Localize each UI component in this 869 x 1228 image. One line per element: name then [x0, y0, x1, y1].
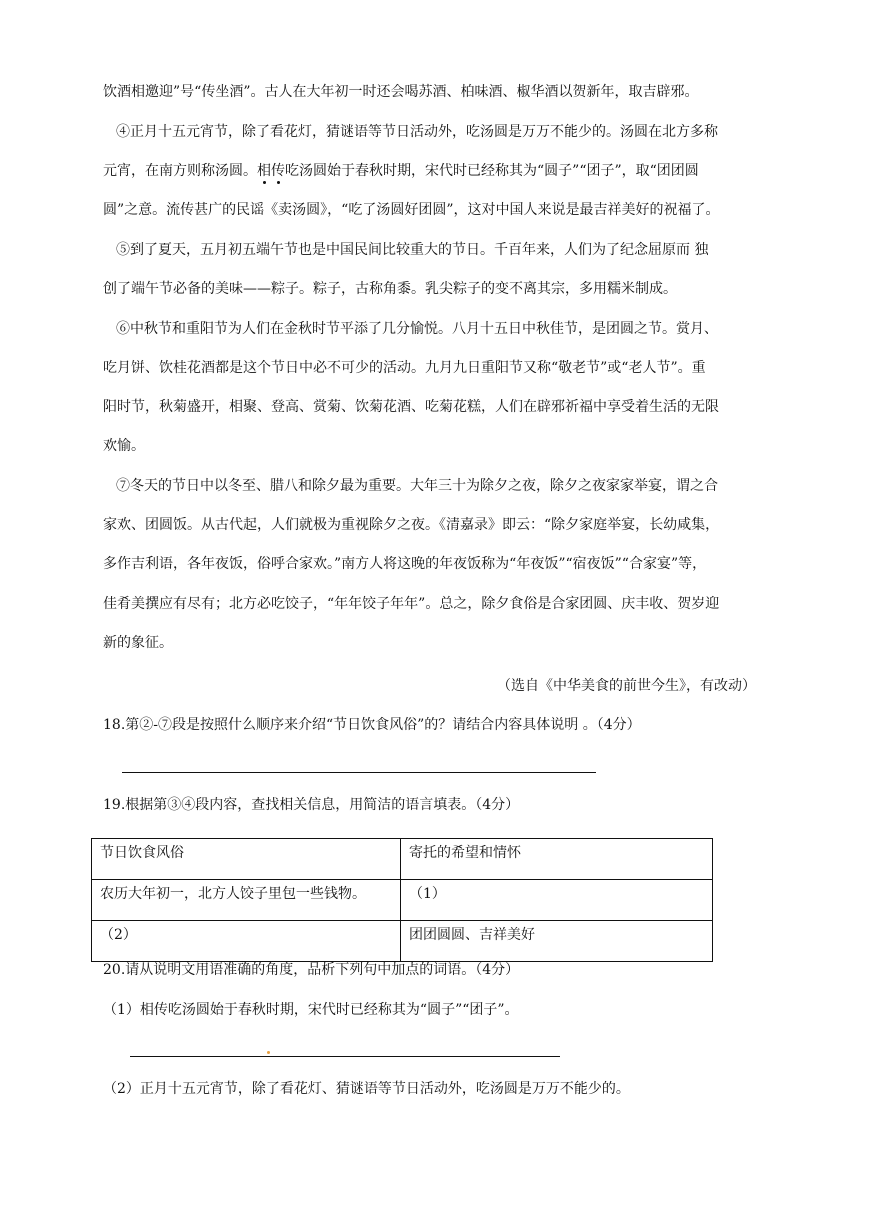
passage-line: 吃月饼、饮桂花酒都是这个节日中必不可少的活动。九月九日重阳节又称“敬老节”或“老人节”。重: [103, 360, 706, 376]
question-19: 19.根据第③④段内容，查找相关信息，用简洁的语言填表。（4分）: [103, 797, 520, 813]
table-answer-cell[interactable]: （2）: [92, 921, 401, 962]
fill-in-table: [91, 838, 713, 962]
passage-line: ⑦冬天的节日中以冬至、腊八和除夕最为重要。大年三十为除夕之夜，除夕之夜家家举宴，谓之合: [116, 478, 718, 494]
passage-line: 阳时节，秋菊盛开，相聚、登高、赏菊、饮菊花酒、吃菊花糕，人们在辟邪祈福中享受着生活的无限: [103, 399, 719, 415]
passage-line: 创了端午节必备的美味——粽子。粽子，古称角黍。乳尖粽子的变不离其宗，多用糯米制成。: [103, 281, 677, 297]
passage-line: 新的象征。: [103, 635, 173, 651]
answer-line[interactable]: [130, 1056, 560, 1057]
table-row: [92, 880, 713, 921]
passage-line: ⑥中秋节和重阳节为人们在金秋时节平添了几分愉悦。八月十五日中秋佳节，是团圆之节。赏月、: [116, 321, 718, 337]
passage-line: 圆”之意。流传甚广的民谣《卖汤圆》，“吃了汤圆好团圆”，这对中国人来说是最吉祥美好的祝福了。: [103, 202, 720, 218]
answer-line[interactable]: [122, 772, 596, 773]
passage-line: 家欢、团圆饭。从古代起，人们就极为重视除夕之夜。《清嘉录》即云：“除夕家庭举宴，长幼咸集，: [103, 517, 720, 533]
table-row: [92, 921, 713, 962]
table-cell: 农历大年初一，北方人饺子里包一些钱物。: [92, 880, 401, 921]
passage-line: 佳肴美撰应有尽有；北方必吃饺子，“年年饺子年年”。总之，除夕食俗是合家团圆、庆丰收、贺岁迎: [103, 596, 720, 612]
emphasis-dot-word: 传: [271, 163, 285, 179]
passage-line: 欢愉。: [103, 438, 145, 454]
passage-text: 吃汤圆始于春秋时期，宋代时已经称其为“圆子”“团子”，取“团团圆: [285, 163, 699, 179]
question-18: 18.第②-⑦段是按照什么顺序来介绍“节日饮食风俗”的？请结合内容具体说明 。（4分）: [103, 717, 641, 733]
passage-line: [103, 161, 699, 181]
passage-line: ⑤到了夏天，五月初五端午节也是中国民间比较重大的节日。千百年来，人们为了纪念屈原而 独: [116, 242, 709, 258]
table-header-cell: 寄托的希望和情怀: [401, 839, 713, 880]
passage-text: 元宵，在南方则称汤圆。: [103, 163, 257, 179]
emphasis-dot-word: 相: [257, 163, 271, 179]
table-cell: 团团圆圆、吉祥美好: [401, 921, 713, 962]
question-20: 20.请从说明文用语准确的角度，品析下列句中加点的词语。（4分）: [103, 962, 520, 978]
table-row: [92, 839, 713, 880]
passage-line: 饮酒相邀迎”号“传坐酒”。古人在大年初一时还会喝苏酒、柏味酒、椒华酒以贺新年，取吉辟邪。: [103, 84, 699, 100]
question-20-item-2: （2）正月十五元宵节，除了看花灯、猜谜语等节日活动外，吃汤圆是万万不能少的。: [103, 1081, 630, 1097]
orange-mark: [267, 1051, 270, 1054]
question-20-item-1: （1）相传吃汤圆始于春秋时期，宋代时已经称其为“圆子”“团子”。: [103, 1002, 519, 1018]
table-answer-cell[interactable]: （1）: [401, 880, 713, 921]
table-header-cell: 节日饮食风俗: [92, 839, 401, 880]
passage-line: 多作吉利语，各年夜饭，俗呼合家欢。”南方人将这晚的年夜饭称为“年夜饭”“宿夜饭”“合家宴”等，: [103, 556, 707, 572]
passage-line: ④正月十五元宵节，除了看花灯，猜谜语等节日活动外，吃汤圆是万万不能少的。汤圆在北方多称: [116, 124, 718, 140]
source-citation: （选自《中华美食的前世今生》，有改动）: [497, 678, 756, 694]
